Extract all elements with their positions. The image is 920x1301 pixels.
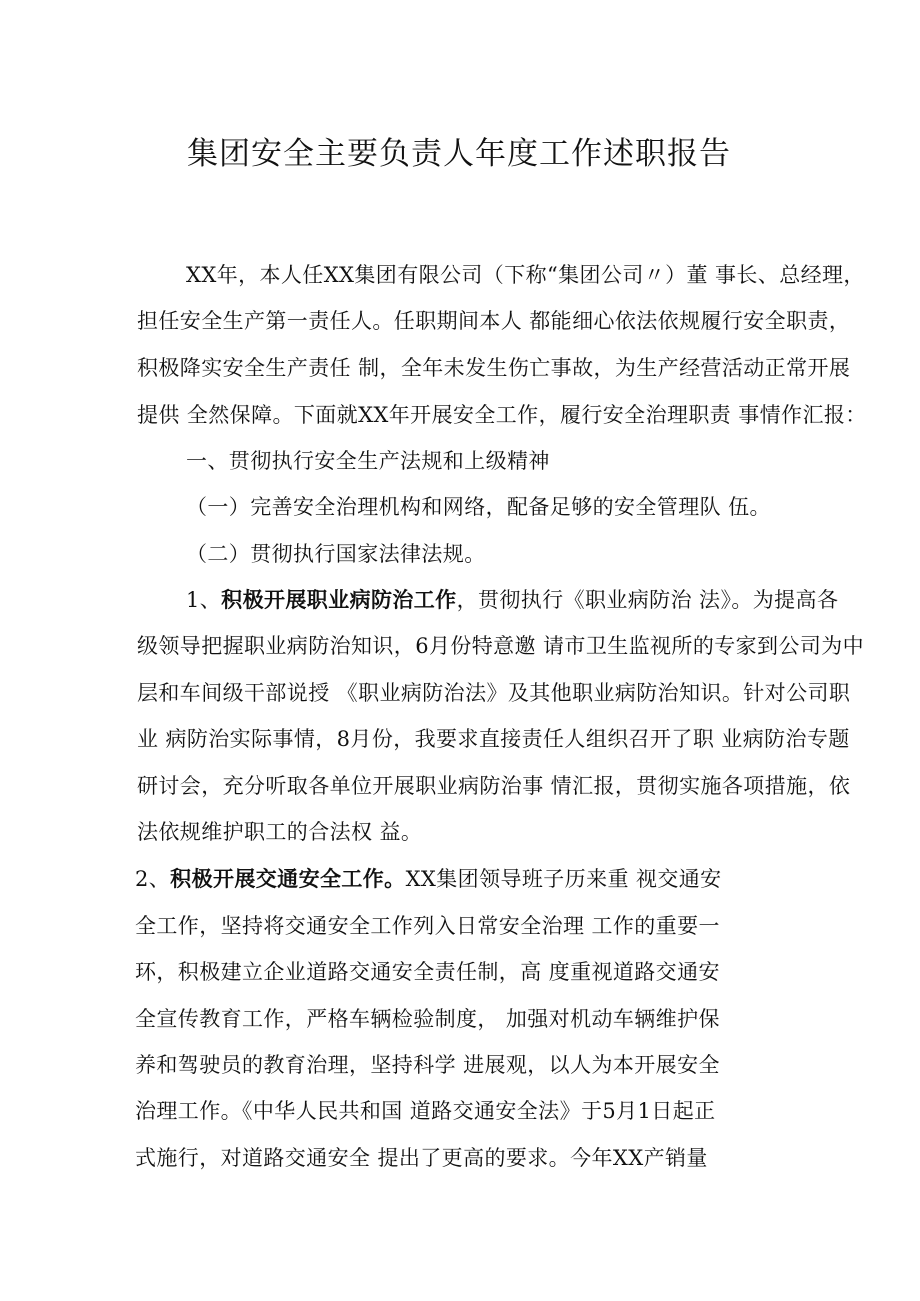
item-1-line-5: 研讨会，充分听取各单位开展职业病防治事 情汇报，贯彻实施各项措施，依 <box>137 774 851 798</box>
intro-line-1: XX年，本人任XX集团有限公司（下称“集团公司〃）董 事长、总经理， <box>186 263 865 287</box>
subsection-heading-2: （二）贯彻执行国家法律法规。 <box>186 542 486 566</box>
item-1-line-6: 法依规维护职工的合法权 益。 <box>137 820 423 844</box>
intro-line-4: 提供 全然保障。下面就XX年开展安全工作，履行安全治理职责 事情作汇报： <box>137 403 867 427</box>
item-2-line-4: 全宣传教育工作，严格车辆检验制度， 加强对机动车辆维护保 <box>135 1007 720 1031</box>
item-1-line-3: 层和车间级干部说授 《职业病防治法》及其他职业病防治知识。针对公司职 <box>137 681 851 705</box>
section-heading-1: 一、贯彻执行安全生产法规和上级精神 <box>186 449 550 473</box>
item-2-line-2: 全工作，坚持将交通安全工作列入日常安全治理 工作的重要一 <box>135 914 720 938</box>
item-2-number: 2、 <box>135 867 171 891</box>
item-1-text: ，贯彻执行《职业病防治 法》。为提高各 <box>456 588 839 612</box>
item-2-line-7: 式施行，对道路交通安全 提出了更高的要求。今年XX产销量 <box>135 1146 708 1170</box>
intro-line-3: 积极降实安全生产责任 制，全年未发生伤亡事故，为生产经营活动正常开展 <box>137 356 851 380</box>
item-2-line-1 <box>135 864 775 894</box>
subsection-heading-1: （一）完善安全治理机构和网络，配备足够的安全管理队 伍。 <box>186 495 771 519</box>
item-2-line-3: 环，积极建立企业道路交通安全责任制，高 度重视道路交通安 <box>135 960 720 984</box>
item-1-line-4: 业 病防治实际事情，8月份，我要求直接责任人组织召开了职 业病防治专题 <box>137 727 850 751</box>
item-1-line-2: 级领导把握职业病防治知识，6月份特意邀 请市卫生监视所的专家到公司为中 <box>137 634 865 658</box>
document-title: 集团安全主要负责人年度工作述职报告 <box>187 136 731 172</box>
item-2-line-5: 养和驾驶员的教育治理，坚持科学 进展观，以人为本开展安全 <box>135 1053 720 1077</box>
item-2-text: XX集团领导班子历来重 视交通安 <box>405 867 722 891</box>
item-1-heading: 积极开展职业病防治工作 <box>221 587 457 612</box>
intro-line-2: 担任安全生产第一责任人。任职期间本人 都能细心依法依规履行安全职责， <box>137 309 851 333</box>
item-1-number: 1、 <box>186 588 222 612</box>
item-2-heading: 积极开展交通安全工作。 <box>170 866 406 891</box>
item-1-line-1 <box>186 585 920 615</box>
item-2-line-6: 治理工作。《中华人民共和国 道路交通安全法》于5月1日起正 <box>135 1099 716 1123</box>
